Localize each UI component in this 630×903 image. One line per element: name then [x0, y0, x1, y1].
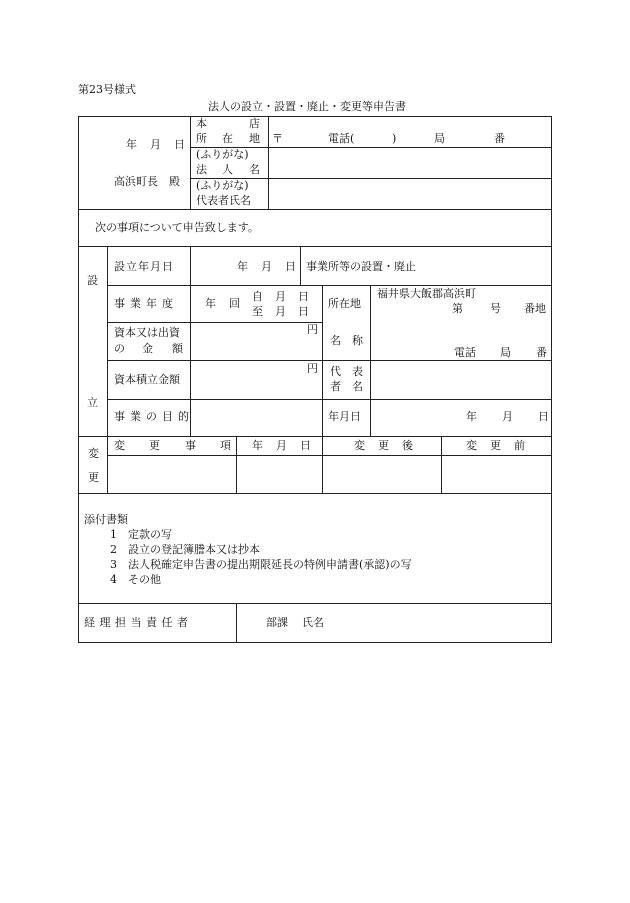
- col-before-3: 前: [514, 439, 525, 452]
- henkou-side-bottom: 更: [88, 471, 99, 484]
- setsuritsu-date-label: 設立年月日: [114, 260, 174, 273]
- form-number: 第23号様式: [78, 83, 136, 96]
- nendo-tsuki-1: 月: [275, 290, 286, 303]
- daihyou-char-4: 名: [352, 380, 363, 393]
- meishou-char-1: 名: [330, 334, 341, 347]
- col-jikou-2: 更: [149, 439, 160, 452]
- houjinmei-char-2: 人: [222, 163, 233, 176]
- shozaichi-label: 所在地: [328, 297, 361, 310]
- daihyou-char-1: 代: [330, 365, 341, 378]
- henkou-side-top: 変: [88, 447, 99, 460]
- date-year-label: 年: [126, 138, 137, 151]
- shozaichi-char-1: 所: [196, 132, 207, 145]
- nendo-hi-1: 日: [298, 290, 309, 303]
- phone-ban: 番: [494, 132, 505, 145]
- shozaichi-char-3: 地: [249, 132, 260, 145]
- col-date-1: 年: [252, 439, 263, 452]
- nendo-nen: 年: [205, 297, 216, 310]
- phone-kyoku: 局: [434, 132, 445, 145]
- col-jikou-1: 変: [114, 439, 125, 452]
- col-after-3: 後: [402, 439, 413, 452]
- denwa-label: 電話: [454, 346, 476, 359]
- shihon-label-2b: 金: [142, 342, 153, 355]
- daihyou-char-3: 者: [330, 380, 341, 393]
- denwa-ban: 番: [536, 346, 547, 359]
- col-date-3: 日: [300, 439, 311, 452]
- tsumitate-label: 資本積立金額: [114, 373, 180, 386]
- address-gou: 号: [490, 302, 501, 315]
- furigana-label-1: (ふりがな): [196, 148, 249, 161]
- tsumitate-yen: 円: [307, 362, 318, 375]
- form-title: 法人の設立・設置・廃止・変更等申告書: [208, 100, 406, 113]
- col-date-2: 月: [276, 439, 287, 452]
- accounting-label: 経 理 担 当 責 任 者: [84, 616, 188, 629]
- attachment-item-1: 1 定款の写: [110, 528, 172, 541]
- attachment-item-2: 2 設立の登記簿謄本又は抄本: [110, 543, 260, 556]
- houjinmei-char-1: 法: [196, 163, 207, 176]
- houjinmei-char-3: 名: [249, 163, 260, 176]
- shozaichi-char-2: 在: [222, 132, 233, 145]
- col-before-2: 更: [490, 439, 501, 452]
- shihon-label-1: 資本又は出資: [114, 326, 180, 339]
- accounting-name: 氏名: [302, 616, 324, 629]
- col-jikou-3: 事: [185, 439, 196, 452]
- nendo-label: 事業年度: [114, 297, 178, 310]
- nengappi-label: 年月日: [328, 410, 361, 423]
- nendo-hi-2: 日: [298, 305, 309, 318]
- attachment-item-4: 4 その他: [110, 573, 161, 586]
- daihyousha-label: 代表者氏名: [196, 194, 251, 207]
- honten-char-1: 本: [196, 117, 207, 130]
- setsuritsu-date-m: 月: [261, 260, 272, 273]
- date-day-label: 日: [174, 138, 185, 151]
- accounting-dept: 部課: [266, 616, 288, 629]
- address-value: 福井県大飯郡高浜町: [377, 287, 476, 300]
- nengappi-d: 日: [538, 410, 549, 423]
- shihon-label-2c: 額: [172, 342, 183, 355]
- jigyousho-label: 事業所等の設置・廃止: [306, 260, 416, 273]
- furigana-label-2: (ふりがな): [196, 179, 249, 192]
- setsuritsu-date-y: 年: [237, 260, 248, 273]
- col-after-1: 変: [354, 439, 365, 452]
- daihyou-char-2: 表: [352, 365, 363, 378]
- col-jikou-4: 項: [220, 439, 231, 452]
- nendo-ji: 自: [252, 290, 263, 303]
- address-banchi: 番地: [524, 302, 546, 315]
- nendo-shi: 至: [252, 305, 263, 318]
- honten-char-2: 店: [249, 117, 260, 130]
- nendo-kai: 回: [229, 297, 240, 310]
- phone-paren-close: ): [392, 132, 397, 145]
- setsuritsu-date-d: 日: [285, 260, 296, 273]
- mokuteki-label: 事業の目的: [114, 410, 194, 423]
- intro-text: 次の事項について申告致します。: [95, 221, 259, 234]
- meishou-char-2: 称: [352, 334, 363, 347]
- address-dai: 第: [452, 302, 463, 315]
- phone-label: 電話(: [328, 132, 355, 145]
- setsuritsu-side-top: 設: [87, 274, 98, 287]
- nengappi-y: 年: [466, 410, 477, 423]
- attachment-item-3: 3 法人税確定申告書の提出期限延長の特例申請書(承認)の写: [110, 558, 412, 571]
- col-before-1: 変: [466, 439, 477, 452]
- addressee: 高浜町長 殿: [114, 175, 180, 188]
- date-month-label: 月: [150, 138, 161, 151]
- nendo-tsuki-2: 月: [275, 305, 286, 318]
- nengappi-m: 月: [502, 410, 513, 423]
- shihon-yen: 円: [307, 323, 318, 336]
- col-after-2: 更: [378, 439, 389, 452]
- setsuritsu-side-bottom: 立: [87, 396, 98, 409]
- attachments-heading: 添付書類: [84, 513, 128, 526]
- denwa-kyoku: 局: [500, 346, 511, 359]
- shihon-label-2a: の: [114, 342, 125, 355]
- postal-mark: 〒: [272, 132, 283, 145]
